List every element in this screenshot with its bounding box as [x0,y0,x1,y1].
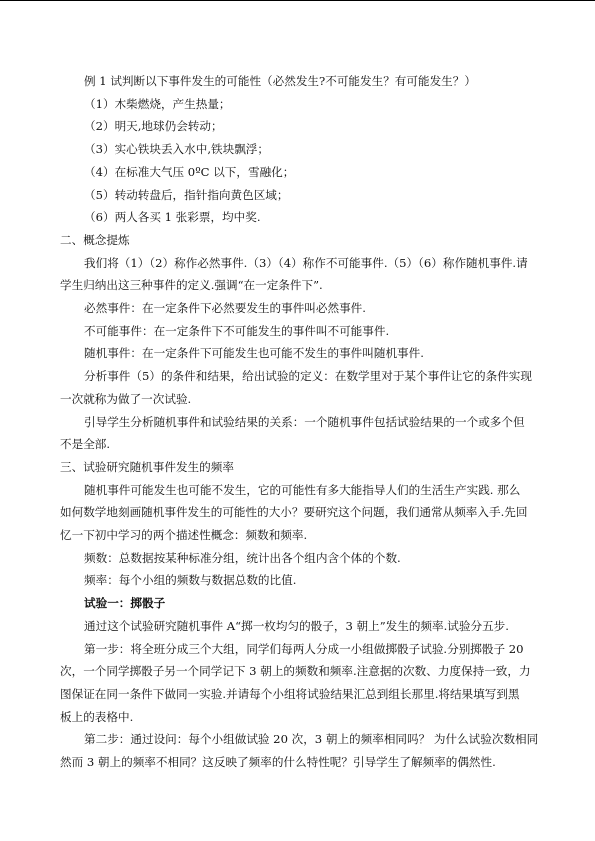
frequency-rate-definition: 频率：每个小组的频数与数据总数的比值. [84,573,297,588]
example-item-5: （5）转动转盘后，指针指向黄色区域； [84,187,289,202]
relation-line: 不是全部. [60,437,111,452]
trial-definition-line: 分析事件（5）的条件和结果，给出试验的定义：在数学里对于某个事件让它的条件实现 [84,369,532,384]
step-1-line: 图保证在同一条件下做同一实验.并请每个小组将试验结果汇总到组长那里.将结果填写到黑 [60,686,520,701]
step-2-line: 第二步：通过设问：每个小组做试验 20 次，3 朝上的频率相同吗？ 为什么试验次数相同 [84,732,539,747]
section-3-para-line: 忆一下初中学习的两个描述性概念：频数和频率. [60,528,308,543]
example-item-4: （4）在标准大气压 0ºC 以下，雪融化； [84,164,295,179]
example-item-2: （2）明天,地球仍会转动； [84,119,223,134]
section-3-para-line: 如何数学地刻画随机事件发生的可能性的大小？要研究这个问题，我们通常从频率入手.先回 [60,505,528,520]
definition-random-event: 随机事件：在一定条件下可能发生也可能不发生的事件叫随机事件. [84,346,424,361]
relation-line: 引导学生分析随机事件和试验结果的关系：一个随机事件包括试验结果的一个或多个但 [84,414,525,429]
example-item-1: （1）木柴燃烧，产生热量； [84,96,231,111]
experiment-1-intro: 通过这个试验研究随机事件 A“掷一枚均匀的骰子，3 朝上”发生的频率.试验分五步. [84,618,509,633]
example-item-6: （6）两人各买 1 张彩票，均中奖. [84,210,261,225]
section-3-heading: 三、试验研究随机事件发生的频率 [60,459,234,474]
step-1-line: 板上的表格中. [60,709,134,724]
example-item-3: （3）实心铁块丢入水中,铁块飘浮； [84,142,269,157]
example-title: 例 1 试判断以下事件发生的可能性（必然发生?不可能发生？有可能发生？） [84,74,476,88]
section-2-heading: 二、概念提炼 [60,232,130,247]
section-3-para-line: 随机事件可能发生也可能不发生，它的可能性有多大能指导人们的生活生产实践. 那么 [84,482,521,497]
step-2-line: 然而 3 朝上的频率不相同？这反映了频率的什么特性呢？引导学生了解频率的偶然性. [60,755,496,770]
step-1-line: 第一步：将全班分成三个大组，同学们每两人分成一小组做掷骰子试验.分别掷骰子 20 [84,641,524,656]
frequency-count-definition: 频数：总数据按某种标准分组，统计出各个组内含个体的个数. [84,550,401,565]
step-1-line: 次，一个同学掷骰子另一个同学记下 3 朝上的频数和频率.注意据的次数、力度保持一致，力 [60,664,531,679]
section-2-para-line: 学生归纳出这三种事件的定义.强调“在一定条件下”. [60,278,323,293]
definition-certain-event: 必然事件：在一定条件下必然要发生的事件叫必然事件. [84,301,366,316]
header-rule [0,0,595,1]
section-2-para-line: 我们将（1）（2）称作必然事件.（3）（4）称作不可能事件.（5）（6）称作随机事件.请 [84,255,528,270]
definition-impossible-event: 不可能事件：在一定条件下不可能发生的事件叫不可能事件. [84,323,390,338]
trial-definition-line: 一次就称为做了一次试验. [60,391,192,406]
experiment-1-title: 试验一：掷骰子 [84,596,166,611]
document-page [60,70,540,774]
